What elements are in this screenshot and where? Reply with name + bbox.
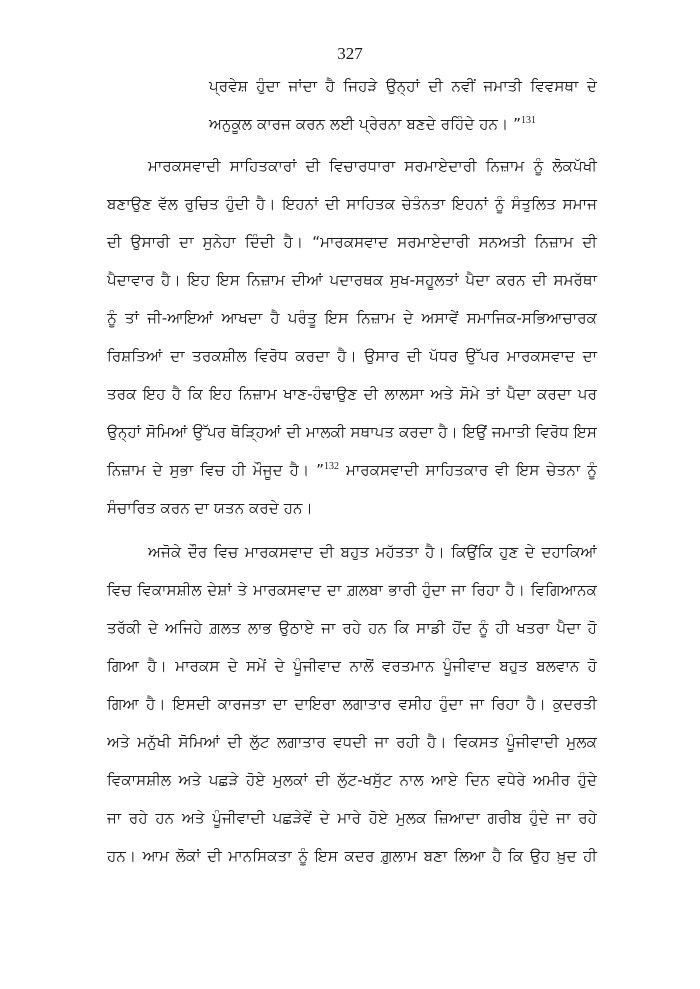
footnote-ref: 131: [520, 114, 536, 126]
line-text: ਤਰਕ ਇਹ ਹੈ ਕਿ ਇਹ ਨਿਜ਼ਾਮ ਖਾਣ-ਹੰਢਾਉਣ ਦੀ ਲਾਲਸਾ ਅਤੇ ਸੋਮੇ ਤਾਂ ਪੈਦਾ ਕਰਦਾ ਪਰ: [107, 385, 597, 403]
paragraph-line: [107, 422, 597, 442]
line-text: ਦੀ ਉਸਾਰੀ ਦਾ ਸੁਨੇਹਾ ਦਿੰਦੀ ਹੈ। “ਮਾਰਕਸਵਾਦ ਸਰਮਾਏਦਾਰੀ ਸਨਅਤੀ ਨਿਜ਼ਾਮ ਦੀ: [107, 233, 597, 251]
paragraph-line: [107, 460, 597, 480]
line-text: ਵਿਚ ਵਿਕਾਸਸ਼ੀਲ ਦੇਸ਼ਾਂ ਤੇ ਮਾਰਕਸਵਾਦ ਦਾ ਗ਼ਲਬਾ ਭਾਰੀ ਹੁੰਦਾ ਜਾ ਰਿਹਾ ਹੈ। ਵਿਗਿਆਨਕ: [107, 581, 597, 599]
line-text: ਅਤੇ ਮਨੁੱਖੀ ਸੋਮਿਆਂ ਦੀ ਲੁੱਟ ਲਗਾਤਾਰ ਵਧਦੀ ਜਾ ਰਹੀ ਹੈ। ਵਿਕਸਤ ਪੂੰਜੀਵਾਦੀ ਮੁਲਕ: [107, 733, 597, 751]
paragraph-line: [107, 732, 597, 752]
page-number: 327: [337, 44, 363, 63]
quote-line: [209, 114, 597, 134]
paragraph-line: [107, 808, 597, 828]
line-text: ਮਾਰਕਸਵਾਦੀ ਸਾਹਿਤਕਾਰ ਵੀ ਇਸ ਚੇਤਨਾ ਨੂੰ: [339, 461, 597, 479]
quote-line: [209, 76, 597, 96]
paragraph-line: [107, 846, 597, 866]
paragraph-line: [148, 542, 597, 562]
line-text: ਨਿਜ਼ਾਮ ਦੇ ਸੁਭਾ ਵਿਚ ਹੀ ਮੌਜੂਦ ਹੈ। ”: [107, 461, 325, 479]
paragraph-line: [107, 618, 597, 638]
line-text: ਪੈਦਾਵਾਰ ਹੈ। ਇਹ ਇਸ ਨਿਜ਼ਾਮ ਦੀਆਂ ਪਦਾਰਥਕ ਸੁਖ-ਸਹੂਲਤਾਂ ਪੈਦਾ ਕਰਨ ਦੀ ਸਮਰੱਥਾ: [107, 271, 597, 289]
paragraph-line: [107, 194, 597, 214]
line-text: ਹਨ। ਆਮ ਲੋਕਾਂ ਦੀ ਮਾਨਸਿਕਤਾ ਨੂੰ ਇਸ ਕਦਰ ਗ਼ੁਲਾਮ ਬਣਾ ਲਿਆ ਹੈ ਕਿ ਉਹ ਖ਼ੁਦ ਹੀ: [107, 847, 597, 865]
line-text: ਮਾਰਕਸਵਾਦੀ ਸਾਹਿਤਕਾਰਾਂ ਦੀ ਵਿਚਾਰਧਾਰਾ ਸਰਮਾਏਦਾਰੀ ਨਿਜ਼ਾਮ ਨੂੰ ਲੋਕਪੱਖੀ: [148, 157, 597, 175]
paragraph-line: [107, 498, 597, 518]
paragraph-line: [107, 270, 597, 290]
paragraph-line: [107, 346, 597, 366]
line-text: ਗਿਆ ਹੈ। ਮਾਰਕਸ ਦੇ ਸਮੇਂ ਦੇ ਪੂੰਜੀਵਾਦ ਨਾਲੋਂ ਵਰਤਮਾਨ ਪੂੰਜੀਵਾਦ ਬਹੁਤ ਬਲਵਾਨ ਹੋ: [107, 657, 597, 675]
paragraph-line: [107, 580, 597, 600]
paragraph-line: [107, 694, 597, 714]
line-text: ਵਿਕਾਸਸ਼ੀਲ ਅਤੇ ਪਛੜੇ ਹੋਏ ਮੁਲਕਾਂ ਦੀ ਲੁੱਟ-ਖਸੁੱਟ ਨਾਲ ਆਏ ਦਿਨ ਵਧੇਰੇ ਅਮੀਰ ਹੁੰਦੇ: [107, 771, 597, 789]
footnote-ref: 132: [324, 460, 340, 472]
line-text: ਪ੍ਰਵੇਸ਼ ਹੁੰਦਾ ਜਾਂਦਾ ਹੈ ਜਿਹੜੇ ਉਨ੍ਹਾਂ ਦੀ ਨਵੀਂ ਜਮਾਤੀ ਵਿਵਸਥਾ ਦੇ: [209, 77, 597, 95]
paragraph-line: [107, 656, 597, 676]
line-text: ਗਿਆ ਹੈ। ਇਸਦੀ ਕਾਰਜਤਾ ਦਾ ਦਾਇਰਾ ਲਗਾਤਾਰ ਵਸੀਹ ਹੁੰਦਾ ਜਾ ਰਿਹਾ ਹੈ। ਕੁਦਰਤੀ: [107, 695, 597, 713]
line-text: ਨੂੰ ਤਾਂ ਜੀ-ਆਇਆਂ ਆਖਦਾ ਹੈ ਪਰੰਤੂ ਇਸ ਨਿਜ਼ਾਮ ਦੇ ਅਸਾਵੇਂ ਸਮਾਜਿਕ-ਸਭਿਆਚਾਰਕ: [107, 309, 597, 327]
line-text: ਜਾ ਰਹੇ ਹਨ ਅਤੇ ਪੂੰਜੀਵਾਦੀ ਪਛੜੇਵੇਂ ਦੇ ਮਾਰੇ ਹੋਏ ਮੁਲਕ ਜ਼ਿਆਦਾ ਗਰੀਬ ਹੁੰਦੇ ਜਾ ਰਹੇ: [107, 809, 597, 827]
paragraph-line: [107, 308, 597, 328]
line-text: ਰਿਸ਼ਤਿਆਂ ਦਾ ਤਰਕਸ਼ੀਲ ਵਿਰੋਧ ਕਰਦਾ ਹੈ। ਉਸਾਰ ਦੀ ਪੱਧਰ ਉੱਪਰ ਮਾਰਕਸਵਾਦ ਦਾ: [107, 347, 597, 365]
line-text: ਅਜੋਕੇ ਦੌਰ ਵਿਚ ਮਾਰਕਸਵਾਦ ਦੀ ਬਹੁਤ ਮਹੱਤਤਾ ਹੈ। ਕਿਉਂਕਿ ਹੁਣ ਦੇ ਦਹਾਕਿਆਂ: [148, 543, 597, 561]
line-text: ਅਨੁਕੂਲ ਕਾਰਜ ਕਰਨ ਲਈ ਪ੍ਰੇਰਨਾ ਬਣਦੇ ਰਹਿੰਦੇ ਹਨ। ”: [209, 115, 521, 133]
line-text: ਬਣਾਉਣ ਵੱਲ ਰੁਚਿਤ ਹੁੰਦੀ ਹੈ। ਇਹਨਾਂ ਦੀ ਸਾਹਿਤਕ ਚੇਤੰਨਤਾ ਇਹਨਾਂ ਨੂੰ ਸੰਤੁਲਿਤ ਸਮਾਜ: [107, 195, 597, 213]
paragraph-line: [148, 156, 597, 176]
paragraph-line: [107, 232, 597, 252]
line-text: ਤਰੱਕੀ ਦੇ ਅਜਿਹੇ ਗ਼ਲਤ ਲਾਭ ਉਠਾਏ ਜਾ ਰਹੇ ਹਨ ਕਿ ਸਾਡੀ ਹੋਂਦ ਨੂੰ ਹੀ ਖਤਰਾ ਪੈਦਾ ਹੋ: [107, 619, 597, 637]
paragraph-line: [107, 770, 597, 790]
paragraph-line: [107, 384, 597, 404]
line-text: ਉਨ੍ਹਾਂ ਸੋਮਿਆਂ ਉੱਪਰ ਥੋੜ੍ਹਿਆਂ ਦੀ ਮਾਲਕੀ ਸਥਾਪਤ ਕਰਦਾ ਹੈ। ਇਉਂ ਜਮਾਤੀ ਵਿਰੋਧ ਇਸ: [107, 423, 597, 441]
line-text: ਸੰਚਾਰਿਤ ਕਰਨ ਦਾ ਯਤਨ ਕਰਦੇ ਹਨ।: [107, 499, 313, 517]
